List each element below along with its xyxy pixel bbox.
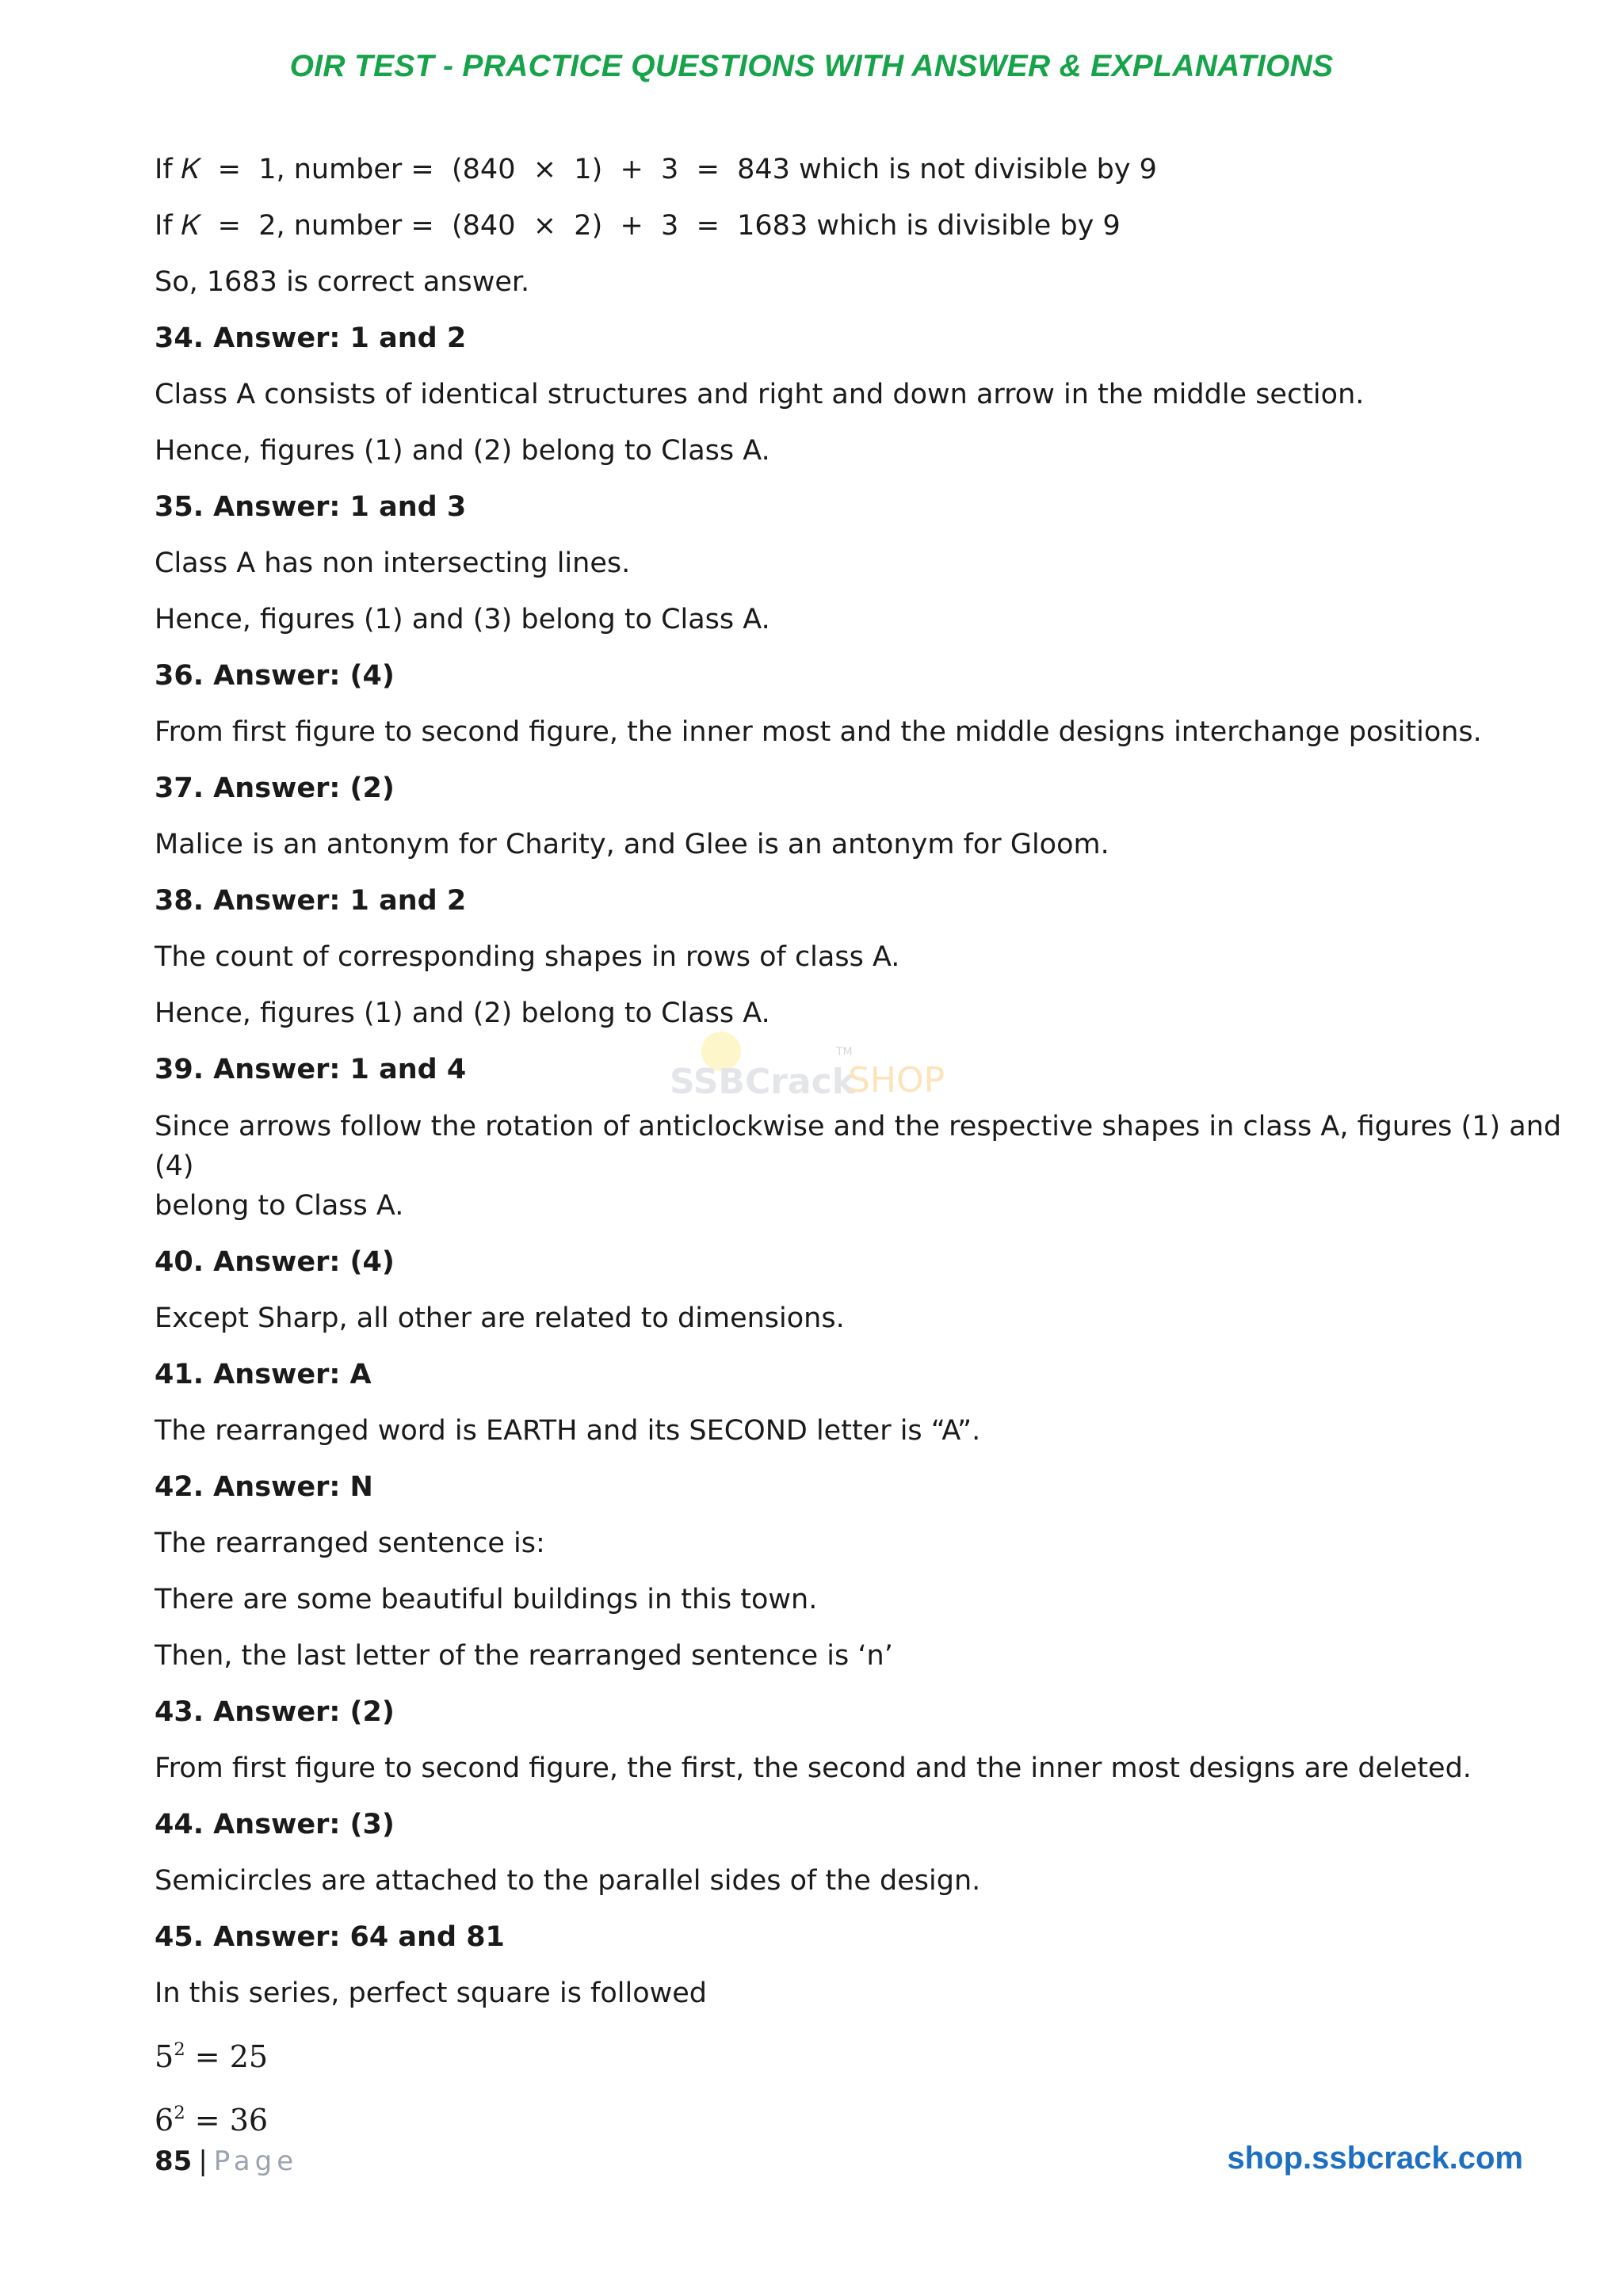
answer-heading: 45. Answer: 64 and 81: [155, 1921, 505, 1953]
math-lines: [155, 2031, 1565, 2140]
answer-heading: 38. Answer: 1 and 2: [155, 885, 467, 917]
page-number: 85: [155, 2145, 193, 2177]
math-base: 5: [155, 2039, 174, 2074]
explanation-line: Hence, figures (1) and (2) belong to Class A.: [155, 997, 770, 1029]
explanation-line: Hence, figures (1) and (3) belong to Class A.: [155, 604, 770, 635]
math-equation: [155, 2094, 1565, 2140]
answer-heading: 39. Answer: 1 and 4: [155, 1054, 467, 1085]
page-content: [155, 151, 1565, 2157]
page-header-title: OIR TEST - PRACTICE QUESTIONS WITH ANSWER & EXPLANATIONS: [289, 49, 1334, 83]
explanation-line: Except Sharp, all other are related to dimensions.: [155, 1302, 845, 1334]
explanation-line: If 𝐾 = 1, number = (840 × 1) + 3 = 843 which is not divisible by 9: [155, 154, 1157, 185]
explanation-line: Malice is an antonym for Charity, and Glee is an antonym for Gloom.: [155, 829, 1109, 860]
answer-heading: 43. Answer: (2): [155, 1696, 395, 1728]
explanation-line: Then, the last letter of the rearranged sentence is ‘n’: [155, 1640, 893, 1672]
watermark-shop: SHOP: [848, 1060, 945, 1100]
explanation-line: So, 1683 is correct answer.: [155, 266, 530, 298]
page-footer: [155, 2145, 298, 2177]
answer-heading: 35. Answer: 1 and 3: [155, 491, 467, 523]
answer-heading: 34. Answer: 1 and 2: [155, 322, 467, 354]
answer-heading: 44. Answer: (3): [155, 1809, 395, 1840]
page-word: Page: [213, 2145, 299, 2177]
page-separator: |: [198, 2145, 208, 2177]
explanation-line: Hence, figures (1) and (2) belong to Class A.: [155, 435, 770, 467]
ssbcrack-shop-watermark: [670, 1046, 955, 1117]
explanation-line: The rearranged word is EARTH and its SECOND letter is “A”.: [155, 1415, 981, 1447]
math-result: = 36: [185, 2102, 269, 2138]
watermark-brand: SSBCrack: [670, 1062, 855, 1102]
explanation-line: The count of corresponding shapes in rows of class A.: [155, 941, 900, 973]
explanation-line: If 𝐾 = 2, number = (840 × 2) + 3 = 1683 which is divisible by 9: [155, 210, 1121, 242]
site-link[interactable]: shop.ssbcrack.com: [1227, 2141, 1523, 2176]
answer-heading: 41. Answer: A: [155, 1359, 372, 1390]
explanation-line: Since arrows follow the rotation of anticlockwise and the respective shapes in class A, figures (1) and (4) belong to Class A.: [155, 1111, 1562, 1222]
explanation-line: Class A consists of identical structures and right and down arrow in the middle section.: [155, 379, 1365, 410]
answer-heading: 36. Answer: (4): [155, 660, 395, 692]
math-result: = 25: [185, 2039, 269, 2074]
watermark-tm: TM: [836, 1046, 853, 1058]
answer-heading: 40. Answer: (4): [155, 1246, 395, 1278]
explanation-line: There are some beautiful buildings in this town.: [155, 1584, 818, 1615]
math-exponent: 2: [174, 2039, 185, 2060]
math-equation: [155, 2031, 1565, 2077]
explanation-line: From first figure to second figure, the first, the second and the inner most designs are deleted.: [155, 1753, 1472, 1784]
explanation-line: From first figure to second figure, the inner most and the middle designs interchange positions.: [155, 716, 1482, 748]
explanation-line: Class A has non intersecting lines.: [155, 547, 631, 579]
answer-heading: 37. Answer: (2): [155, 772, 395, 804]
math-exponent: 2: [174, 2102, 185, 2123]
explanation-line: In this series, perfect square is followed: [155, 1978, 708, 2009]
math-base: 6: [155, 2102, 174, 2138]
explanation-line: The rearranged sentence is:: [155, 1527, 545, 1559]
explanation-line: Semicircles are attached to the parallel sides of the design.: [155, 1865, 981, 1897]
answer-heading: 42. Answer: N: [155, 1471, 373, 1503]
